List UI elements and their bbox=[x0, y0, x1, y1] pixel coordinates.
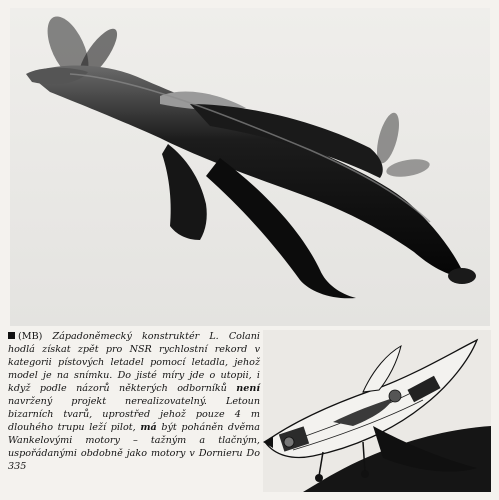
article-text-part-1: Západoněmecký konstruktér L. Colani hodlá získat zpět pro NSR rychlostní rekord v kategorii pístových letadel pomocí letadla, jehož model je na snímku. Do jisté míry jde o utopii, i když podle názorů některých odborníků bbox=[8, 331, 260, 394]
bullet-square-icon bbox=[8, 332, 15, 339]
article-emphasis-2: má bbox=[140, 422, 157, 433]
article-tag: (MB) bbox=[18, 331, 43, 342]
article-caption bbox=[8, 330, 260, 492]
aircraft-cutaway-drawing bbox=[263, 330, 491, 492]
article-emphasis-1: není bbox=[236, 383, 260, 394]
aircraft-model-photo bbox=[10, 8, 490, 326]
article-text-part-2: navržený projekt nerealizovatelný. Letoun bizarních tvarů, uprostřed jehož pouze 4 m dlouhého trupu leží pilot, bbox=[8, 396, 260, 433]
article-text-part-3: být poháněn dvěma Wankelovými motory – tažným a tlačným, uspořádanými obdobně jako motory v Dornieru Do 335 bbox=[8, 422, 260, 472]
